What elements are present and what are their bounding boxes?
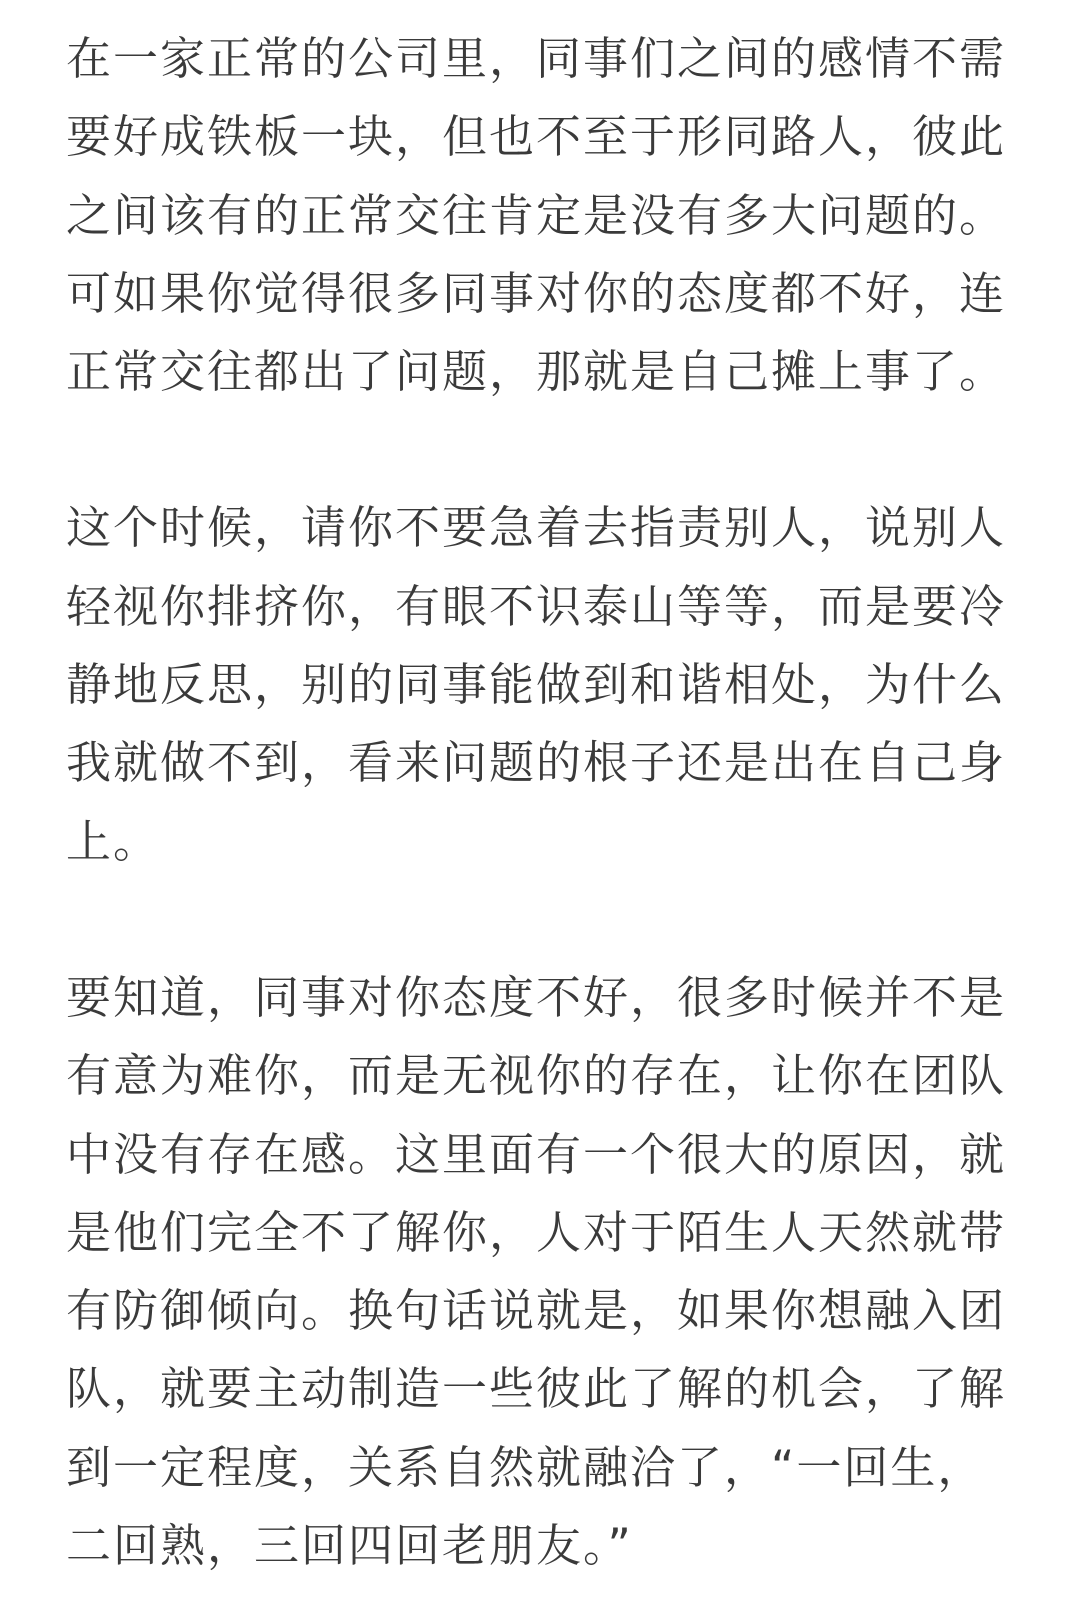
text-line: 有意为难你，而是无视你的存在，让你在团队 bbox=[66, 1049, 1007, 1103]
paragraph-spacer bbox=[66, 411, 1016, 489]
text-line: 二回熟，三回四回老朋友。” bbox=[66, 1519, 633, 1573]
text-line: 在一家正常的公司里，同事们之间的感情不需 bbox=[66, 32, 1007, 85]
text-line: 是他们完全不了解你，人对于陌生人天然就带 bbox=[66, 1205, 1007, 1259]
text-line: 静地反思，别的同事能做到和谐相处，为什么 bbox=[66, 658, 1007, 712]
paragraph-spacer bbox=[66, 881, 1016, 959]
text-line: 队，就要主动制造一些彼此了解的机会，了解 bbox=[66, 1362, 1007, 1416]
text-line: 可如果你觉得很多同事对你的态度都不好，连 bbox=[66, 266, 1007, 320]
text-line: 轻视你排挤你，有眼不识泰山等等，而是要冷 bbox=[66, 579, 1007, 633]
text-line: 中没有存在感。这里面有一个很大的原因，就 bbox=[66, 1127, 1007, 1181]
paragraph-1 bbox=[66, 20, 1016, 411]
text-line: 我就做不到，看来问题的根子还是出在自己身 bbox=[66, 736, 1007, 790]
text-line: 要好成铁板一块，但也不至于形同路人，彼此 bbox=[66, 110, 1007, 164]
text-line: 这个时候，请你不要急着去指责别人，说别人 bbox=[66, 501, 1007, 555]
text-line: 之间该有的正常交往肯定是没有多大问题的。 bbox=[66, 188, 1007, 242]
article-body bbox=[66, 20, 1016, 1585]
text-line: 到一定程度，关系自然就融洽了，“一回生， bbox=[66, 1440, 985, 1494]
paragraph-2 bbox=[66, 489, 1016, 880]
text-line: 正常交往都出了问题，那就是自己摊上事了。 bbox=[66, 345, 1007, 399]
text-line: 有防御倾向。换句话说就是，如果你想融入团 bbox=[66, 1284, 1007, 1338]
paragraph-3 bbox=[66, 959, 1016, 1585]
text-line: 上。 bbox=[66, 814, 161, 868]
text-line: 要知道，同事对你态度不好，很多时候并不是 bbox=[66, 970, 1007, 1024]
